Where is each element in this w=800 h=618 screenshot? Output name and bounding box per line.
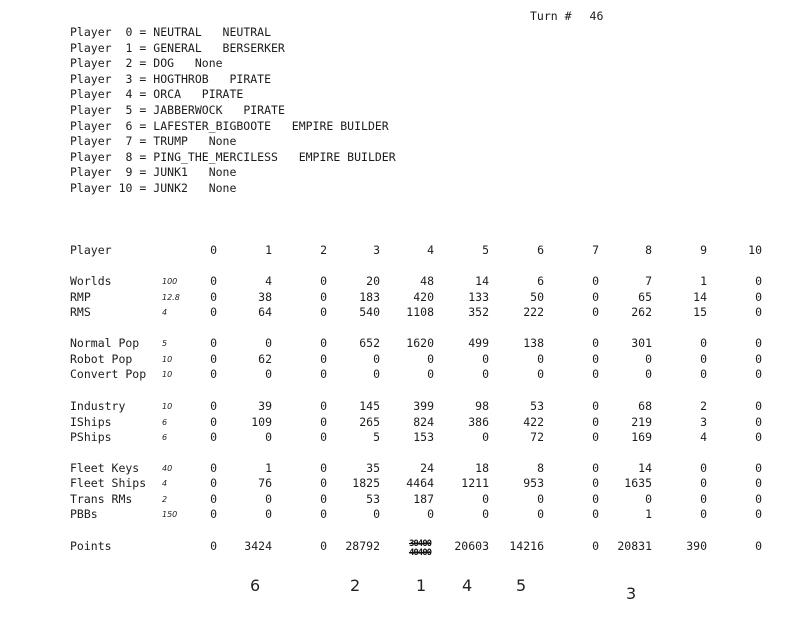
handwritten-weight-note: 2 [162,495,168,504]
player-type: None [208,180,237,195]
row-label: Robot Pop [70,352,133,366]
player-number: 3 [125,71,133,86]
rank-number: 4 [462,576,473,595]
player-label: Player [70,149,112,164]
table-cell: 0 [755,274,762,288]
table-cell: 0 [700,461,707,475]
table-cell: 1620 [406,336,434,350]
table-cell: 0 [210,507,217,521]
player-row [70,180,396,199]
column-header: 2 [320,243,327,257]
handwritten-weight-note: 100 [162,277,178,286]
column-header: 9 [700,243,707,257]
player-label: Player [70,118,112,133]
table-cell: 133 [468,290,489,304]
player-name: TRUMP [153,134,188,149]
table-cell: 0 [482,492,489,506]
table-cell: 0 [645,367,652,381]
table-cell: 222 [523,305,544,319]
table-cell: 20 [366,274,380,288]
table-cell: 53 [530,399,544,413]
player-type: EMPIRE BUILDER [298,149,396,164]
table-cell: 0 [320,352,327,366]
column-header: 7 [592,243,599,257]
player-type: EMPIRE BUILDER [291,118,389,133]
points-cell: 0 [210,539,217,553]
points-cell: 28792 [345,539,380,553]
player-roster [70,27,396,199]
points-cell: 0 [320,539,327,553]
turn-value: 46 [589,9,604,23]
table-cell: 4464 [406,476,434,490]
turn-indicator [530,11,603,23]
handwritten-weight-note: 10 [162,402,173,411]
table-cell: 0 [592,305,599,319]
player-label: Player [70,40,112,55]
table-cell: 0 [700,367,707,381]
equals-sign: = [139,87,147,102]
table-cell: 1211 [461,476,489,490]
row-label: Normal Pop [70,336,140,350]
row-label: Fleet Ships [70,476,147,490]
table-cell: 0 [755,290,762,304]
table-cell: 0 [592,415,599,429]
table-cell: 153 [413,430,434,444]
handwritten-weight-note: 12.8 [162,293,180,302]
player-name: JUNK1 [153,165,188,180]
table-cell: 0 [210,274,217,288]
handwritten-weight-note: 6 [162,433,168,442]
equals-sign: = [139,102,147,117]
player-number: 5 [125,102,133,117]
equals-sign: = [139,25,147,39]
table-cell: 2 [700,399,707,413]
table-cell: 0 [265,507,272,521]
player-row [70,40,396,59]
row-label: RMP [70,290,91,304]
table-cell: 4 [265,274,272,288]
table-cell: 0 [320,507,327,521]
player-number: 10 [118,180,133,195]
table-cell: 0 [592,274,599,288]
row-label: Worlds [70,274,112,288]
table-cell: 0 [537,492,544,506]
table-cell: 0 [265,492,272,506]
table-cell: 0 [320,290,327,304]
table-cell: 0 [645,492,652,506]
table-cell: 0 [755,367,762,381]
handwritten-weight-note: 40 [162,464,173,473]
row-label: Convert Pop [70,367,147,381]
player-label: Player [70,134,112,149]
table-cell: 35 [366,461,380,475]
player-name: NEUTRAL [153,25,202,39]
player-label: Player [70,180,112,195]
player-number: 1 [125,40,133,55]
column-header: 6 [537,243,544,257]
table-cell: 0 [320,492,327,506]
player-label: Player [70,71,112,86]
table-cell: 4 [700,430,707,444]
table-cell: 169 [631,430,652,444]
table-cell: 0 [700,336,707,350]
table-cell: 301 [631,336,652,350]
table-cell: 5 [373,430,380,444]
table-cell: 0 [210,430,217,444]
rank-number: 6 [250,576,261,595]
rank-number: 3 [626,584,637,603]
table-cell: 138 [523,336,544,350]
table-cell: 0 [373,352,380,366]
table-cell: 76 [258,476,272,490]
table-cell: 0 [755,461,762,475]
table-cell: 0 [320,476,327,490]
rank-number: 5 [516,576,527,595]
row-label: Fleet Keys [70,461,140,475]
table-cell: 0 [537,367,544,381]
table-cell: 18 [475,461,489,475]
table-cell: 0 [482,507,489,521]
table-cell: 72 [530,430,544,444]
table-cell: 0 [755,352,762,366]
handwritten-weight-note: 10 [162,370,173,379]
column-header: 1 [265,243,272,257]
table-cell: 262 [631,305,652,319]
points-cell: 3424 [244,539,272,553]
equals-sign: = [139,165,147,180]
equals-sign: = [139,56,147,71]
column-header: 10 [748,243,762,257]
rank-number: 2 [350,576,361,595]
table-cell: 0 [482,352,489,366]
table-cell: 14 [475,274,489,288]
table-cell: 0 [320,305,327,319]
table-cell: 420 [413,290,434,304]
player-number: 8 [125,149,133,164]
table-cell: 64 [258,305,272,319]
player-name: JUNK2 [153,180,188,195]
column-header: 3 [373,243,380,257]
player-number: 4 [125,87,133,102]
turn-label: Turn # [530,9,572,23]
scribble-line-2: 40400 [408,548,432,558]
table-cell: 183 [359,290,380,304]
table-cell: 386 [468,415,489,429]
table-cell: 14 [693,290,707,304]
column-header: 8 [645,243,652,257]
table-cell: 0 [320,274,327,288]
table-cell: 0 [210,461,217,475]
table-cell: 0 [645,352,652,366]
table-cell: 499 [468,336,489,350]
column-header: 0 [210,243,217,257]
table-cell: 145 [359,399,380,413]
table-cell: 0 [592,461,599,475]
column-header: 4 [427,243,434,257]
table-cell: 62 [258,352,272,366]
table-cell: 6 [537,274,544,288]
row-label: PShips [70,430,112,444]
table-cell: 0 [592,492,599,506]
table-cell: 53 [366,492,380,506]
column-header: 5 [482,243,489,257]
table-cell: 0 [320,367,327,381]
row-label: IShips [70,415,112,429]
table-cell: 1635 [624,476,652,490]
table-cell: 15 [693,305,707,319]
table-cell: 0 [320,399,327,413]
table-cell: 1 [700,274,707,288]
table-cell: 14 [638,461,652,475]
table-cell: 0 [320,430,327,444]
table-cell: 0 [592,430,599,444]
player-number: 2 [125,56,133,71]
row-label: Industry [70,399,126,413]
table-cell: 399 [413,399,434,413]
row-label: Trans RMs [70,492,133,506]
table-cell: 0 [427,352,434,366]
table-cell: 0 [482,367,489,381]
table-cell: 0 [210,367,217,381]
table-cell: 0 [265,367,272,381]
table-cell: 0 [373,507,380,521]
table-cell: 0 [700,492,707,506]
table-cell: 0 [592,507,599,521]
points-label: Points [70,539,112,553]
player-name: ORCA [153,87,181,102]
table-cell: 1108 [406,305,434,319]
player-label: Player [70,165,112,180]
points-cell: 0 [592,539,599,553]
handwritten-weight-note: 10 [162,355,173,364]
table-cell: 0 [755,415,762,429]
table-cell: 24 [420,461,434,475]
player-type: PIRATE [243,102,285,117]
handwritten-weight-note: 5 [162,339,168,348]
player-type: PIRATE [229,71,272,86]
table-cell: 68 [638,399,652,413]
player-number: 6 [125,118,133,133]
equals-sign: = [139,180,147,195]
table-cell: 0 [537,352,544,366]
player-type: NEUTRAL [222,25,272,39]
table-cell: 0 [210,305,217,319]
table-cell: 0 [755,399,762,413]
player-label: Player [70,87,112,102]
equals-sign: = [139,71,147,86]
player-type: None [194,56,223,71]
table-cell: 953 [523,476,544,490]
table-cell: 0 [700,352,707,366]
table-cell: 0 [210,476,217,490]
equals-sign: = [139,134,147,149]
table-cell: 0 [592,336,599,350]
handwritten-weight-note: 150 [162,510,178,519]
table-cell: 65 [638,290,652,304]
table-cell: 0 [755,476,762,490]
points-cell: 20831 [617,539,652,553]
table-cell: 0 [755,336,762,350]
table-cell: 652 [359,336,380,350]
player-type: None [208,134,237,149]
table-cell: 0 [427,507,434,521]
table-cell: 187 [413,492,434,506]
points-cell: 0 [755,539,762,553]
row-label: PBBs [70,507,98,521]
player-name: HOGTHROB [153,71,209,86]
table-cell: 98 [475,399,489,413]
table-cell: 8 [537,461,544,475]
table-cell: 0 [210,415,217,429]
handwritten-weight-note: 6 [162,418,168,427]
table-cell: 0 [592,476,599,490]
player-number: 7 [125,134,133,149]
table-cell: 0 [592,399,599,413]
table-cell: 0 [265,336,272,350]
scribbled-points-value [400,539,440,559]
table-cell: 0 [320,461,327,475]
table-cell: 0 [210,290,217,304]
table-cell: 540 [359,305,380,319]
equals-sign: = [139,118,147,133]
player-name: PING_THE_MERCILESS [153,149,278,164]
table-cell: 0 [700,507,707,521]
points-cell: 14216 [509,539,544,553]
player-type: None [208,165,237,180]
equals-sign: = [139,40,147,55]
table-cell: 1 [265,461,272,475]
table-cell: 0 [537,507,544,521]
player-name: DOG [153,56,175,71]
points-cell: 20603 [454,539,489,553]
table-cell: 824 [413,415,434,429]
table-cell: 422 [523,415,544,429]
table-cell: 50 [530,290,544,304]
table-cell: 0 [755,507,762,521]
table-cell: 0 [592,367,599,381]
player-name: JABBERWOCK [153,102,223,117]
player-name: LAFESTER_BIGBOOTE [153,118,271,133]
points-cell: 390 [686,539,707,553]
table-cell: 0 [373,367,380,381]
table-cell: 0 [210,352,217,366]
table-cell: 0 [592,352,599,366]
player-label: Player [70,56,112,71]
row-label: RMS [70,305,91,319]
table-cell: 0 [210,399,217,413]
table-cell: 1 [645,507,652,521]
player-number: 9 [125,165,133,180]
handwritten-weight-note: 4 [162,308,168,317]
player-type: BERSERKER [222,40,285,55]
table-cell: 352 [468,305,489,319]
equals-sign: = [139,149,147,164]
table-cell: 219 [631,415,652,429]
table-cell: 0 [265,430,272,444]
header-player-label: Player [70,243,112,257]
player-number: 0 [125,25,133,39]
player-type: PIRATE [201,87,244,102]
table-cell: 0 [755,430,762,444]
table-cell: 0 [592,290,599,304]
table-cell: 0 [320,336,327,350]
table-cell: 0 [700,476,707,490]
table-cell: 265 [359,415,380,429]
handwritten-weight-note: 4 [162,479,168,488]
table-cell: 7 [645,274,652,288]
table-cell: 0 [482,430,489,444]
table-cell: 0 [755,305,762,319]
rank-number: 1 [416,576,427,595]
table-cell: 109 [251,415,272,429]
table-cell: 0 [210,336,217,350]
table-cell: 0 [427,367,434,381]
table-cell: 38 [258,290,272,304]
table-cell: 0 [320,415,327,429]
table-cell: 0 [755,492,762,506]
table-cell: 39 [258,399,272,413]
table-cell: 3 [700,415,707,429]
table-cell: 1825 [352,476,380,490]
scribble-line-1: 30400 [408,539,432,549]
table-cell: 48 [420,274,434,288]
player-name: GENERAL [153,40,202,55]
table-cell: 0 [210,492,217,506]
player-label: Player [70,25,112,39]
player-label: Player [70,102,112,117]
